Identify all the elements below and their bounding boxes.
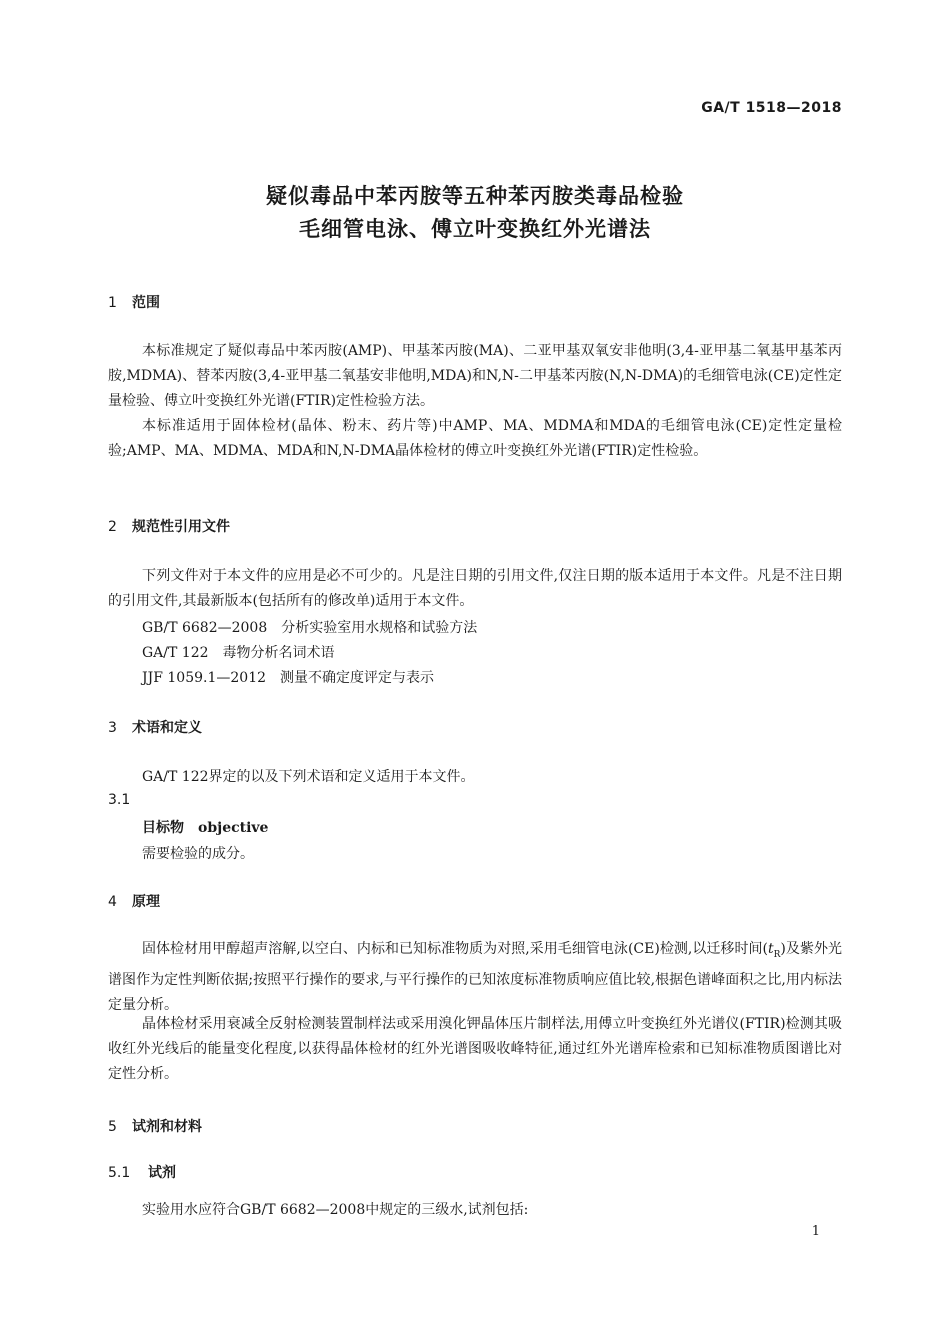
section-2-paragraph-1: 下列文件对于本文件的应用是必不可少的。凡是注日期的引用文件,仅注日期的版本适用于本文件。凡是不注日期的引用文件,其最新版本(包括所有的修改单)适用于本文件。 <box>108 568 842 609</box>
term-entry <box>142 817 268 837</box>
section-4-heading <box>108 891 160 911</box>
standard-number: GA/T 1518—2018 <box>701 100 842 116</box>
subsection-number: 5.1 <box>108 1165 131 1181</box>
migration-time-symbol: t <box>768 941 774 957</box>
section-number: 1 <box>108 295 117 311</box>
text-part: )及紫外光谱图作为定性判断依据;按照平行操作的要求,与平行操作的已知浓度标准物质响应值比较,根据色谱峰面积之比,用内标法定量分析。 <box>108 941 843 1013</box>
term-definition: 需要检验的成分。 <box>142 846 254 862</box>
subsection-5-1-heading <box>108 1162 176 1182</box>
document-title-line-1: 疑似毒品中苯丙胺等五种苯丙胺类毒品检验 <box>266 184 684 208</box>
section-number: 4 <box>108 894 117 910</box>
text-part: 固体检材用甲醇超声溶解,以空白、内标和已知标准物质为对照,采用毛细管电泳(CE)检测,以迁移时间( <box>142 941 768 957</box>
section-number: 3 <box>108 720 117 736</box>
section-1-paragraph-1: 本标准规定了疑似毒品中苯丙胺(AMP)、甲基苯丙胺(MA)、二亚甲基双氧安非他明(3,4-亚甲基二氧基甲基苯丙胺,MDMA)、替苯丙胺(3,4-亚甲基二氧基安非他明,MDA)和N,N-二甲基苯丙胺(N,N-DMA)的毛细管电泳(CE)定性定量检验、傅立叶变换红外光谱(FTIR)定性检验方法。 <box>108 343 842 409</box>
section-number: 5 <box>108 1119 117 1135</box>
document-title-line-2: 毛细管电泳、傅立叶变换红外光谱法 <box>299 217 651 241</box>
section-1-heading <box>108 292 160 312</box>
section-4-paragraph-2: 晶体检材采用衰减全反射检测装置制样法或采用溴化钾晶体压片制样法,用傅立叶变换红外光谱仪(FTIR)检测其吸收红外光线后的能量变化程度,以获得晶体检材的红外光谱图吸收峰特征,通过红外光谱库检索和已知标准物质图谱比对定性分析。 <box>108 1016 842 1082</box>
section-title: 试剂和材料 <box>132 1119 202 1135</box>
section-title: 范围 <box>132 295 160 311</box>
section-1-paragraph-2: 本标准适用于固体检材(晶体、粉末、药片等)中AMP、MA、MDMA和MDA的毛细管电泳(CE)定性定量检验;AMP、MA、MDMA、MDA和N,N-DMA晶体检材的傅立叶变换红外光谱(FTIR)定性检验。 <box>108 418 842 459</box>
normative-reference: JJF 1059.1—2012 测量不确定度评定与表示 <box>142 670 435 686</box>
subsection-title: 试剂 <box>148 1165 176 1181</box>
term-english: objective <box>198 820 269 836</box>
term-number: 3.1 <box>108 792 131 808</box>
section-title: 术语和定义 <box>132 720 202 736</box>
section-title: 规范性引用文件 <box>132 519 230 535</box>
section-5-paragraph-1: 实验用水应符合GB/T 6682—2008中规定的三级水,试剂包括: <box>142 1202 529 1218</box>
term-chinese: 目标物 <box>142 820 184 836</box>
page-number: 1 <box>811 1224 820 1239</box>
section-4-paragraph-1 <box>108 937 842 1018</box>
section-3-paragraph-1: GA/T 122界定的以及下列术语和定义适用于本文件。 <box>142 769 475 785</box>
section-3-heading <box>108 717 202 737</box>
section-5-heading <box>108 1116 202 1136</box>
section-2-heading <box>108 516 230 536</box>
normative-reference: GB/T 6682—2008 分析实验室用水规格和试验方法 <box>142 620 478 636</box>
normative-reference: GA/T 122 毒物分析名词术语 <box>142 645 335 661</box>
section-title: 原理 <box>132 894 160 910</box>
migration-time-subscript: R <box>773 949 781 960</box>
section-number: 2 <box>108 519 117 535</box>
